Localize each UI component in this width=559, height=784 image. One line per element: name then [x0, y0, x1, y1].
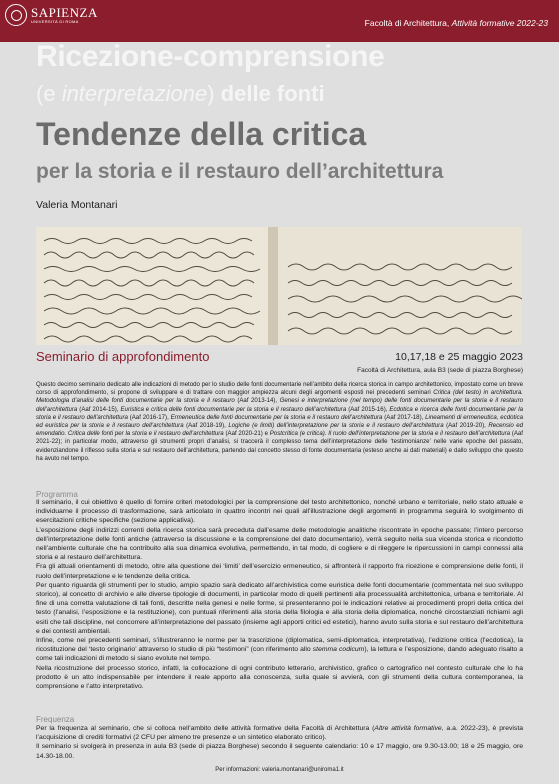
logo-name: SAPIENZA — [31, 5, 98, 20]
manuscript-image — [36, 227, 522, 345]
programma-heading: Programma — [36, 490, 78, 499]
intro-paragraph: Questo decimo seminario dedicato alle indicazioni di metodo per lo studio delle fonti documentarie nell’ambito della ricerca storica in campo architettonico, impostato come un breve corso di approfondimento, si propone di sviluppare e di trattare con maggior ampiezza alcuni degli argomenti esposti nei precedenti seminari Critica (del testo) in architettura. Metodologia d’analisi delle fonti documentarie per la storia e il restauro (Aaf 2013-14), Genesi e interpretazione (nel tempo) delle fonti documentarie per la storia e il restauro dell’architettura (Aaf 2014-15), Euristica e critica delle fonti documentarie per la storia e il restauro dell’architettura (Aaf 2015-16), Ecdotica e ricerca delle fonti documentarie per la storia e il restauro dell’architettura (Aaf 2016-17), Ermeneutica delle fonti documentarie per la storia e il restauro dell’architettura (Aaf 2017-18), Lineamenti di ermeneutica, ecdotica ed euristica per la storia e il restauro dell’architettura (Aaf 2018-19), Logiche (e limiti) dell’interpretazione per la storia e il restauro dell’architettura (Aaf 2019-20), Recensio ed emendatio. Critica delle fonti per la storia e il restauro dell’architettura (Aaf 2020-21) e Postcritica (e critica). Il ruolo dell’interpretazione per la storia e il restauro dell’architettura (Aaf 2021-22); in particolar modo, attraverso gli strumenti propri d’analisi, si traccerà il complesso tema dell’interpretazione delle ‘testimonianze’ nelle varie epoche del passato, evidenziandone il riflesso sulla storia e sul restauro dell’architettura, partendo dal concetto stesso di fonte documentaria (esteso anche ai dati materiali) e dallo sviluppo che questo ha avuto nel tempo. — [36, 381, 524, 462]
title-line-1: Ricezione-comprensione — [36, 40, 385, 73]
logo-subtitle: UNIVERSITÀ DI ROMA — [31, 19, 79, 24]
sapienza-logo — [5, 4, 98, 26]
header-bar — [0, 0, 559, 42]
programma-paragraph: Il seminario, il cui obiettivo è quello di fornire criteri metodologici per la comprensione del testo architettonico, nonché urbano e territoriale, nello stato attuale e individuarne il processo di trasformazione, sarà articolato in quattro incontri nei quali all’illustrazione degli argomenti in programma seguirà lo svolgimento di esercitazioni critiche specifiche (sezione applicativa). — [36, 499, 523, 525]
frequenza-body — [36, 724, 523, 761]
programma-paragraph: Per quanto riguarda gli strumenti per lo studio, ampio spazio sarà dedicato all’archivistica come euristica delle fonti documentarie (commentata nel suo sviluppo storico), al concetto di archivio e alle diverse tipologie di documenti, in particolar modo di quelli pertinenti alla processualità architettonica, urbana e territoriale. Al fine di una corretta valutazione di tali fonti, descritte nella genesi e nelle forme, si presenteranno poi le indicazioni relative ai procedimenti propri della critica del testo (l’analisi, l’esposizione e la restituzione), con puntuali riferimenti alla storia della filologia e alla storia della diplomatica, nonché circostanziati richiami agli esiti che tali discipline, nel concorrere all’interpretazione del passato (insieme agli apporti critici ed estetici), hanno avuto sulla storia e sul restauro dell’architettura e dei contesti ambientali. — [36, 581, 523, 635]
university-seal-icon — [5, 4, 27, 26]
title-line-4: per la storia e il restauro dell’architettura — [36, 160, 444, 183]
seminar-label: Seminario di approfondimento — [36, 349, 210, 364]
facolta-label: Facoltà di Architettura, Attività formative 2022-23 — [364, 18, 548, 28]
frequenza-paragraph: Per la frequenza al seminario, che si colloca nell’ambito delle attività formative della Facoltà di Architettura (Altre attività formative, a.a. 2022-23), è prevista l’acquisizione di crediti formativi (2 CFU per almeno tre presenze e un sintetico elaborato critico). — [36, 725, 523, 742]
programma-body — [36, 498, 523, 691]
author-name: Valeria Montanari — [36, 199, 118, 211]
frequenza-paragraph: Il seminario si svolgerà in presenza in aula B3 (sede di piazza Borghese) secondo il seguente calendario: 10 e 17 maggio, ore 9.30-13.00; 18 e 25 maggio, ore 14.30-18.00. — [36, 743, 523, 760]
contact-info[interactable]: Per informazioni: valeria.montanari@uniroma1.it — [215, 767, 344, 773]
programma-paragraph: Fra gli attuali orientamenti di metodo, oltre alla questione dei ‘limiti’ dell’esercizio ermeneutico, si affronterà il rapporto fra ricezione e comprensione delle fonti, il ruolo dell’interpretazione e le tendenze della critica. — [36, 563, 523, 580]
frequenza-heading: Frequenza — [36, 715, 75, 724]
programma-paragraph: L’esposizione degli indirizzi correnti della ricerca storica sarà preceduta dall’esame delle metodologie analitiche riscontrate in epoche passate; l’intero percorso dell’interpretazione delle fonti antiche (attraverso la discussione e la comprensione del dato documentario), verrà seguito nella sua vicenda storica e ricondotto nell’ambiente culturale che ha contribuito alla sua dinamica evolutiva, permettendo, in tal modo, di cogliere e di rileggere le ripercussioni in campi connessi alla storia e al restauro dell’architettura. — [36, 526, 523, 562]
title-line-3: Tendenze della critica — [36, 116, 367, 152]
programma-paragraph: Nella ricostruzione del processo storico, infatti, la collocazione di ogni contributo letterario, archivistico, grafico o cartografico nel contesto culturale che lo ha prodotto è un atto indispensabile per intendere il reale apporto alla conoscenza, sulla quale si avvierà, con gli strumenti della cultura contemporanea, la comprensione e l’atto interpretativo. — [36, 664, 523, 691]
seminar-dates: 10,17,18 e 25 maggio 2023 — [395, 351, 523, 363]
seminar-venue: Facoltà di Architettura, aula B3 (sede di piazza Borghese) — [357, 367, 523, 374]
programma-paragraph: Infine, come nei precedenti seminari, s’illustreranno le norme per la trascrizione (diplomatica, semi-diplomatica, interpretativa), l’edizione critica (l’ecdotica), la ricostituzione del ‘testo originario’ attraverso lo studio di più “testimoni” (con riferimento allo stemma codicum), la lettura e l’esposizione, dando adeguato risalto a come tali indicazioni di metodo si siano evolute nel tempo. — [36, 637, 524, 663]
title-line-2: (e interpretazione) delle fonti — [36, 81, 325, 106]
